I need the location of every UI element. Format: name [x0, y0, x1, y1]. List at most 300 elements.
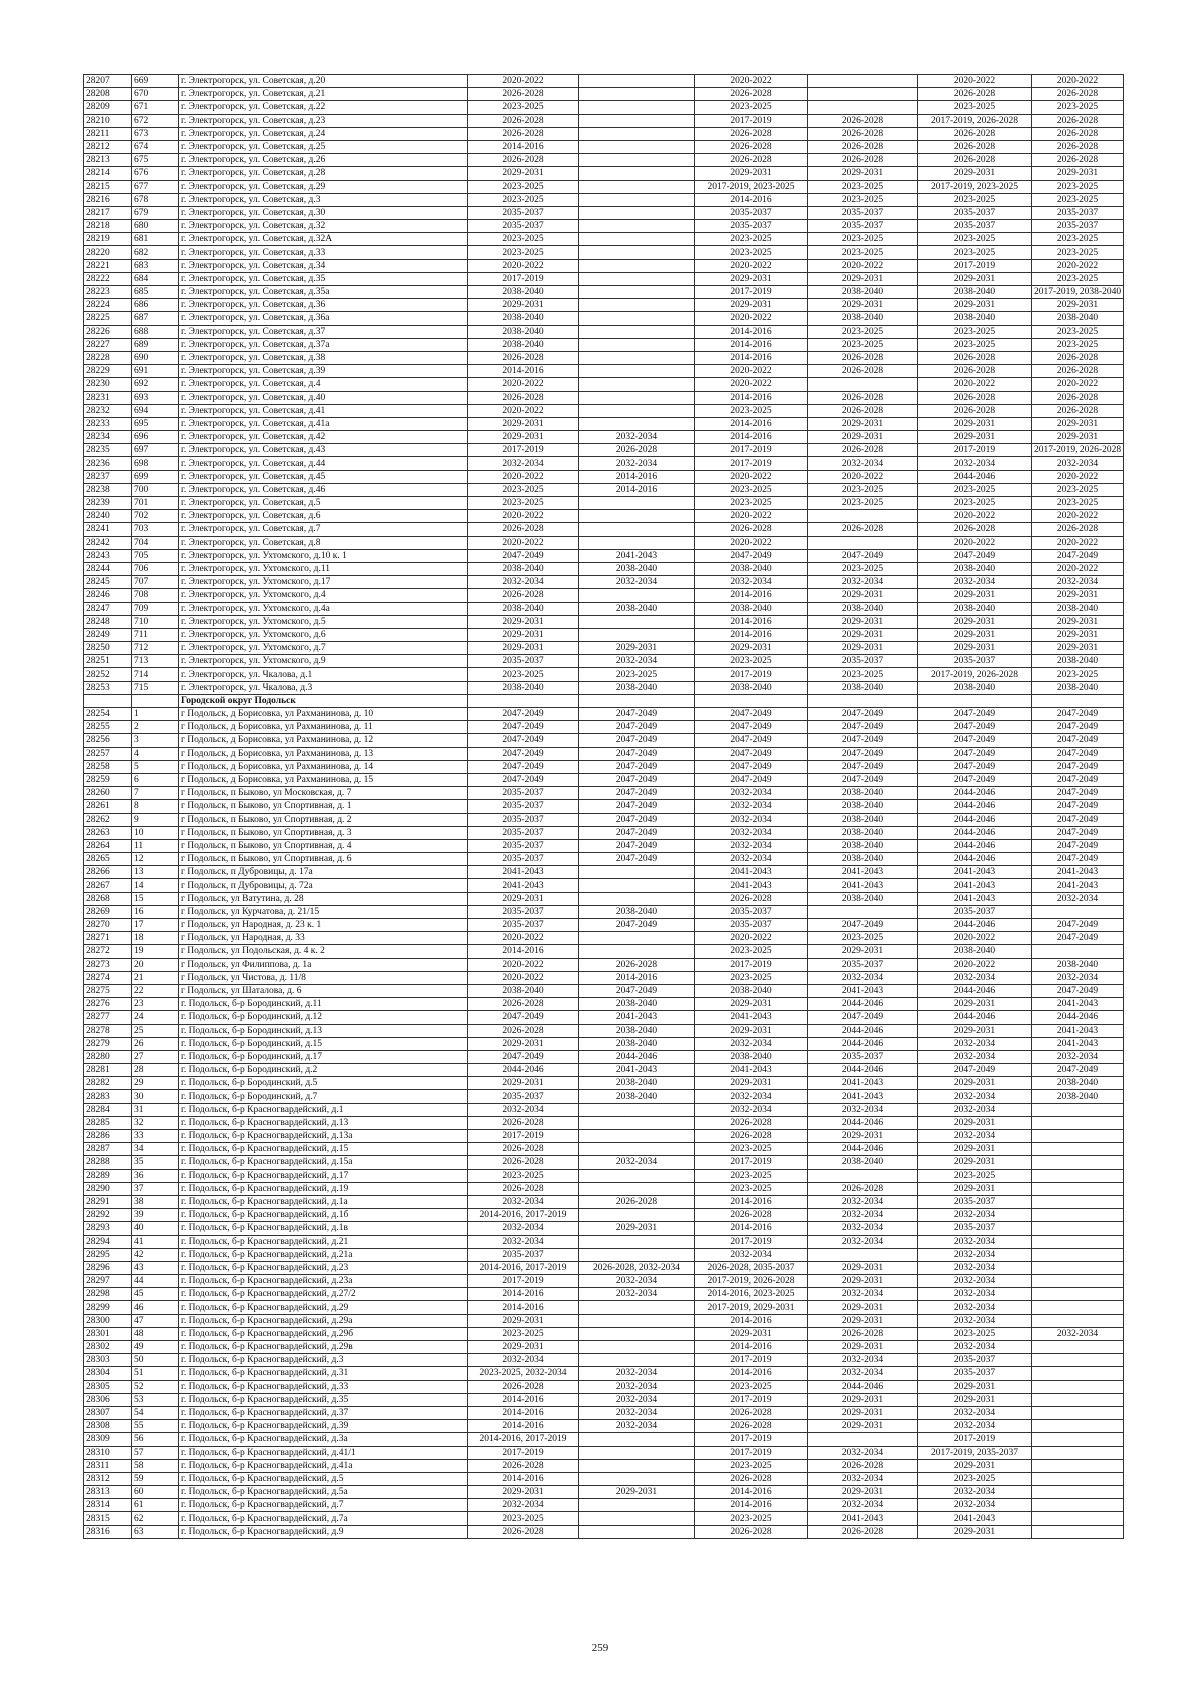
table-row: [84, 958, 1124, 971]
period-cell-1: 2014-2016: [468, 945, 579, 958]
period-cell-5: 2029-2031: [918, 615, 1032, 628]
table-row: [84, 431, 1124, 444]
table-row: [84, 905, 1124, 918]
period-cell-3: 2032-2034: [695, 826, 808, 839]
item-number-cell: 43: [132, 1261, 179, 1274]
period-cell-3: 2047-2049: [695, 721, 808, 734]
item-number-cell: 707: [132, 576, 179, 589]
address-cell: г. Электрогорск, ул. Ухтомского, д.9: [179, 655, 468, 668]
period-cell-3: 2023-2025: [695, 1512, 808, 1525]
period-cell-3: 2023-2025: [695, 1143, 808, 1156]
period-cell-6: 2026-2028: [1032, 351, 1124, 364]
row-number-cell: 28296: [84, 1261, 132, 1274]
address-cell: г. Электрогорск, ул. Советская, д.42: [179, 431, 468, 444]
period-cell-3: 2014-2016: [695, 338, 808, 351]
period-cell-6: 2029-2031: [1032, 589, 1124, 602]
period-cell-3: 2017-2019, 2026-2028: [695, 1275, 808, 1288]
item-number-cell: 712: [132, 642, 179, 655]
period-cell-5: 2023-2025: [918, 246, 1032, 259]
period-cell-4: 2023-2025: [808, 246, 918, 259]
table-row: [84, 417, 1124, 430]
period-cell-1: 2014-2016: [468, 1406, 579, 1419]
address-cell: г. Электрогорск, ул. Советская, д.5: [179, 497, 468, 510]
period-cell-5: 2047-2049: [918, 773, 1032, 786]
period-cell-6: [1032, 1367, 1124, 1380]
item-number-cell: 7: [132, 787, 179, 800]
period-cell-6: [1032, 1314, 1124, 1327]
period-cell-2: [579, 259, 695, 272]
table-row: [84, 272, 1124, 285]
period-cell-1: 2020-2022: [468, 536, 579, 549]
address-cell: г. Подольск, б-р Красногвардейский, д.29а: [179, 1314, 468, 1327]
row-number-cell: 28221: [84, 259, 132, 272]
period-cell-3: 2029-2031: [695, 1024, 808, 1037]
item-number-cell: 713: [132, 655, 179, 668]
table-row: [84, 971, 1124, 984]
period-cell-6: [1032, 1499, 1124, 1512]
period-cell-1: 2014-2016: [468, 365, 579, 378]
period-cell-5: 2047-2049: [918, 708, 1032, 721]
address-cell: г. Подольск, б-р Красногвардейский, д.15а: [179, 1156, 468, 1169]
period-cell-1: 2029-2031: [468, 299, 579, 312]
period-cell-1: 2014-2016: [468, 1420, 579, 1433]
period-cell-2: 2047-2049: [579, 826, 695, 839]
period-cell-6: [1032, 1222, 1124, 1235]
row-number-cell: 28255: [84, 721, 132, 734]
period-cell-5: 2041-2043: [918, 1512, 1032, 1525]
period-cell-6: [1032, 1406, 1124, 1419]
address-cell: г. Электрогорск, ул. Чкалова, д.3: [179, 681, 468, 694]
period-cell-2: 2032-2034: [579, 1393, 695, 1406]
item-number-cell: 26: [132, 1037, 179, 1050]
period-cell-1: 2023-2025: [468, 1169, 579, 1182]
table-row: [84, 299, 1124, 312]
row-number-cell: 28311: [84, 1459, 132, 1472]
period-cell-3: 2014-2016: [695, 391, 808, 404]
address-cell: г. Электрогорск, ул. Советская, д.46: [179, 483, 468, 496]
period-cell-6: [1032, 1433, 1124, 1446]
table-row: [84, 1077, 1124, 1090]
period-cell-2: [579, 272, 695, 285]
period-cell-1: 2026-2028: [468, 1380, 579, 1393]
period-cell-5: 2035-2037: [918, 655, 1032, 668]
period-cell-6: 2032-2034: [1032, 892, 1124, 905]
row-number-cell: 28246: [84, 589, 132, 602]
period-cell-1: 2035-2037: [468, 853, 579, 866]
item-number-cell: 6: [132, 773, 179, 786]
period-cell-6: 2032-2034: [1032, 576, 1124, 589]
item-number-cell: 40: [132, 1222, 179, 1235]
address-cell: г. Электрогорск, ул. Советская, д.41: [179, 404, 468, 417]
period-cell-5: 2047-2049: [918, 747, 1032, 760]
row-number-cell: 28306: [84, 1393, 132, 1406]
period-cell-4: 2032-2034: [808, 1446, 918, 1459]
period-cell-5: 2017-2019: [918, 444, 1032, 457]
period-cell-4: 2029-2031: [808, 1261, 918, 1274]
address-cell: г. Подольск, б-р Красногвардейский, д.1б: [179, 1209, 468, 1222]
address-cell: г Подольск, п Быково, ул Спортивная, д. 2: [179, 813, 468, 826]
table-row: [84, 773, 1124, 786]
period-cell-3: 2029-2031: [695, 167, 808, 180]
address-cell: г. Подольск, б-р Красногвардейский, д.1в: [179, 1222, 468, 1235]
period-cell-1: 2020-2022: [468, 958, 579, 971]
period-cell-3: 2026-2028: [695, 1472, 808, 1485]
period-cell-3: 2014-2016: [695, 1222, 808, 1235]
period-cell-1: 2032-2034: [468, 1499, 579, 1512]
address-cell: г. Подольск, б-р Красногвардейский, д.41а: [179, 1459, 468, 1472]
period-cell-4: 2047-2049: [808, 747, 918, 760]
table-row: [84, 536, 1124, 549]
item-number-cell: 684: [132, 272, 179, 285]
item-number-cell: 63: [132, 1525, 179, 1538]
period-cell-3: 2038-2040: [695, 1050, 808, 1063]
period-cell-2: [579, 180, 695, 193]
period-cell-5: 2026-2028: [918, 365, 1032, 378]
period-cell-3: 2017-2019, 2029-2031: [695, 1301, 808, 1314]
table-row: [84, 1090, 1124, 1103]
period-cell-6: 2047-2049: [1032, 721, 1124, 734]
period-cell-3: 2032-2034: [695, 1248, 808, 1261]
period-cell-1: 2026-2028: [468, 1459, 579, 1472]
table-row: [84, 1341, 1124, 1354]
period-cell-5: 2017-2019, 2023-2025: [918, 180, 1032, 193]
row-number-cell: 28253: [84, 681, 132, 694]
period-cell-1: 2035-2037: [468, 919, 579, 932]
period-cell-6: [1032, 1393, 1124, 1406]
item-number-cell: 710: [132, 615, 179, 628]
address-cell: г. Электрогорск, ул. Советская, д.29: [179, 180, 468, 193]
period-cell-5: 2035-2037: [918, 1195, 1032, 1208]
period-cell-2: 2044-2046: [579, 1050, 695, 1063]
row-number-cell: 28254: [84, 708, 132, 721]
period-cell-5: 2032-2034: [918, 1288, 1032, 1301]
period-cell-4: 2044-2046: [808, 1380, 918, 1393]
row-number-cell: 28236: [84, 457, 132, 470]
period-cell-3: 2023-2025: [695, 1459, 808, 1472]
period-cell-6: [1032, 1130, 1124, 1143]
address-cell: г. Электрогорск, ул. Советская, д.39: [179, 365, 468, 378]
period-cell-5: 2026-2028: [918, 88, 1032, 101]
period-cell-1: 2026-2028: [468, 391, 579, 404]
period-cell-6: [1032, 1354, 1124, 1367]
period-cell-3: 2020-2022: [695, 932, 808, 945]
period-cell-1: 2029-2031: [468, 167, 579, 180]
period-cell-5: 2038-2040: [918, 945, 1032, 958]
item-number-cell: 29: [132, 1077, 179, 1090]
item-number-cell: 2: [132, 721, 179, 734]
period-cell-1: 2032-2034: [468, 1222, 579, 1235]
period-cell-1: 2014-2016: [468, 1472, 579, 1485]
period-cell-1: 2023-2025: [468, 1512, 579, 1525]
period-cell-3: 2032-2034: [695, 800, 808, 813]
address-cell: г. Подольск, б-р Бородинский, д.11: [179, 998, 468, 1011]
period-cell-4: 2023-2025: [808, 338, 918, 351]
period-cell-1: 2035-2037: [468, 1090, 579, 1103]
period-cell-5: 2029-2031: [918, 1525, 1032, 1538]
item-number-cell: 57: [132, 1446, 179, 1459]
period-cell-3: 2014-2016: [695, 1486, 808, 1499]
period-cell-2: [579, 75, 695, 88]
item-number-cell: 56: [132, 1433, 179, 1446]
row-number-cell: 28244: [84, 562, 132, 575]
period-cell-4: 2029-2031: [808, 589, 918, 602]
period-cell-4: [808, 694, 918, 707]
table-row: [84, 642, 1124, 655]
period-cell-1: 2029-2031: [468, 1486, 579, 1499]
address-cell: г Подольск, д Борисовка, ул Рахманинова, д. 11: [179, 721, 468, 734]
period-cell-6: 2026-2028: [1032, 127, 1124, 140]
period-cell-6: 2032-2034: [1032, 1050, 1124, 1063]
period-cell-1: 2020-2022: [468, 259, 579, 272]
table-row: [84, 1037, 1124, 1050]
period-cell-3: 2023-2025: [695, 945, 808, 958]
address-cell: г. Электрогорск, ул. Советская, д.37а: [179, 338, 468, 351]
period-cell-1: 2026-2028: [468, 127, 579, 140]
period-cell-6: 2038-2040: [1032, 602, 1124, 615]
period-cell-1: 2029-2031: [468, 892, 579, 905]
period-cell-4: 2029-2031: [808, 1341, 918, 1354]
period-cell-2: [579, 1209, 695, 1222]
period-cell-4: [808, 536, 918, 549]
item-number-cell: 10: [132, 826, 179, 839]
period-cell-3: 2029-2031: [695, 642, 808, 655]
period-cell-4: 2038-2040: [808, 787, 918, 800]
item-number-cell: 35: [132, 1156, 179, 1169]
row-number-cell: 28214: [84, 167, 132, 180]
period-cell-1: 2029-2031: [468, 628, 579, 641]
item-number-cell: 682: [132, 246, 179, 259]
period-cell-2: [579, 88, 695, 101]
period-cell-6: 2041-2043: [1032, 866, 1124, 879]
row-number-cell: 28212: [84, 140, 132, 153]
period-cell-1: 2047-2049: [468, 747, 579, 760]
period-cell-2: 2026-2028: [579, 958, 695, 971]
table-row: [84, 1275, 1124, 1288]
period-cell-2: [579, 246, 695, 259]
address-cell: г. Подольск, б-р Красногвардейский, д.29: [179, 1301, 468, 1314]
period-cell-3: 2023-2025: [695, 233, 808, 246]
period-cell-5: 2029-2031: [918, 628, 1032, 641]
period-cell-6: 2047-2049: [1032, 708, 1124, 721]
period-cell-1: 2026-2028: [468, 114, 579, 127]
address-cell: г. Электрогорск, ул. Советская, д.8: [179, 536, 468, 549]
table-row: [84, 655, 1124, 668]
period-cell-3: 2041-2043: [695, 1011, 808, 1024]
period-cell-5: 2044-2046: [918, 813, 1032, 826]
period-cell-4: 2029-2031: [808, 1406, 918, 1419]
table-row: [84, 246, 1124, 259]
address-cell: г Подольск, ул Подольская, д. 4 к. 2: [179, 945, 468, 958]
address-cell: г. Электрогорск, ул. Советская, д.35: [179, 272, 468, 285]
period-cell-1: 2032-2034: [468, 1195, 579, 1208]
table-row: [84, 615, 1124, 628]
table-row: [84, 1064, 1124, 1077]
row-number-cell: 28215: [84, 180, 132, 193]
period-cell-1: 2023-2025: [468, 1327, 579, 1340]
period-cell-1: 2029-2031: [468, 1341, 579, 1354]
period-cell-5: 2026-2028: [918, 351, 1032, 364]
address-cell: г Подольск, п Дубровицы, д. 72а: [179, 879, 468, 892]
period-cell-4: 2047-2049: [808, 708, 918, 721]
period-cell-5: 2044-2046: [918, 787, 1032, 800]
item-number-cell: 47: [132, 1314, 179, 1327]
period-cell-5: 2032-2034: [918, 1499, 1032, 1512]
table-row: [84, 1406, 1124, 1419]
period-cell-4: 2026-2028: [808, 154, 918, 167]
table-row: [84, 1288, 1124, 1301]
period-cell-4: 2047-2049: [808, 760, 918, 773]
table-row: [84, 154, 1124, 167]
table-row: [84, 1116, 1124, 1129]
period-cell-6: 2026-2028: [1032, 391, 1124, 404]
period-cell-3: 2023-2025: [695, 497, 808, 510]
address-cell: г. Электрогорск, ул. Ухтомского, д.10 к. 1: [179, 549, 468, 562]
period-cell-5: 2026-2028: [918, 391, 1032, 404]
period-cell-5: 2029-2031: [918, 1156, 1032, 1169]
table-row: [84, 1011, 1124, 1024]
period-cell-4: 2041-2043: [808, 879, 918, 892]
period-cell-5: 2023-2025: [918, 483, 1032, 496]
row-number-cell: 28271: [84, 932, 132, 945]
period-cell-4: 2029-2031: [808, 299, 918, 312]
table-row: [84, 523, 1124, 536]
item-number-cell: 689: [132, 338, 179, 351]
table-row: [84, 510, 1124, 523]
period-cell-6: [1032, 1169, 1124, 1182]
period-cell-2: [579, 417, 695, 430]
table-row: [84, 945, 1124, 958]
period-cell-5: 2035-2037: [918, 206, 1032, 219]
item-number-cell: 12: [132, 853, 179, 866]
period-cell-5: 2038-2040: [918, 602, 1032, 615]
period-cell-1: 2014-2016: [468, 1301, 579, 1314]
period-cell-2: [579, 1130, 695, 1143]
row-number-cell: 28300: [84, 1314, 132, 1327]
item-number-cell: 51: [132, 1367, 179, 1380]
item-number-cell: 41: [132, 1235, 179, 1248]
period-cell-2: 2038-2040: [579, 602, 695, 615]
table-row: [84, 193, 1124, 206]
address-cell: г Подольск, ул Курчатова, д. 21/15: [179, 905, 468, 918]
address-cell: г. Электрогорск, ул. Советская, д.4: [179, 378, 468, 391]
period-cell-5: 2017-2019, 2035-2037: [918, 1446, 1032, 1459]
period-cell-4: 2032-2034: [808, 1195, 918, 1208]
period-cell-6: 2047-2049: [1032, 839, 1124, 852]
period-cell-5: 2017-2019: [918, 1433, 1032, 1446]
row-number-cell: 28217: [84, 206, 132, 219]
page-number: 259: [591, 1642, 609, 1654]
period-cell-1: 2023-2025: [468, 193, 579, 206]
period-cell-4: 2026-2028: [808, 351, 918, 364]
item-number-cell: 11: [132, 839, 179, 852]
item-number-cell: 693: [132, 391, 179, 404]
period-cell-1: 2017-2019: [468, 1275, 579, 1288]
row-number-cell: 28231: [84, 391, 132, 404]
table-row: [84, 668, 1124, 681]
table-row: [84, 1248, 1124, 1261]
period-cell-3: 2029-2031: [695, 272, 808, 285]
row-number-cell: 28227: [84, 338, 132, 351]
period-cell-4: 2026-2028: [808, 391, 918, 404]
row-number-cell: 28243: [84, 549, 132, 562]
period-cell-2: 2032-2034: [579, 1288, 695, 1301]
table-row: [84, 1301, 1124, 1314]
period-cell-6: 2038-2040: [1032, 312, 1124, 325]
row-number-cell: 28250: [84, 642, 132, 655]
period-cell-2: 2041-2043: [579, 1011, 695, 1024]
period-cell-4: 2038-2040: [808, 800, 918, 813]
period-cell-4: 2029-2031: [808, 1420, 918, 1433]
period-cell-1: 2014-2016: [468, 1393, 579, 1406]
period-cell-6: 2026-2028: [1032, 140, 1124, 153]
table-row: [84, 628, 1124, 641]
period-cell-3: 2017-2019: [695, 668, 808, 681]
item-number-cell: 54: [132, 1406, 179, 1419]
table-row: [84, 1327, 1124, 1340]
table-row: [84, 1130, 1124, 1143]
row-number-cell: 28259: [84, 773, 132, 786]
row-number-cell: 28275: [84, 984, 132, 997]
period-cell-5: 2029-2031: [918, 1024, 1032, 1037]
period-cell-2: [579, 628, 695, 641]
period-cell-3: 2014-2016: [695, 615, 808, 628]
item-number-cell: 708: [132, 589, 179, 602]
address-cell: г. Электрогорск, ул. Советская, д.36: [179, 299, 468, 312]
table-row: [84, 1367, 1124, 1380]
table-row: [84, 259, 1124, 272]
period-cell-2: 2047-2049: [579, 773, 695, 786]
period-cell-1: 2038-2040: [468, 562, 579, 575]
period-cell-4: 2047-2049: [808, 1011, 918, 1024]
period-cell-6: 2020-2022: [1032, 510, 1124, 523]
address-cell: г. Электрогорск, ул. Советская, д.28: [179, 167, 468, 180]
period-cell-1: 2020-2022: [468, 932, 579, 945]
period-cell-3: 2020-2022: [695, 312, 808, 325]
period-cell-4: 2038-2040: [808, 839, 918, 852]
address-cell: г. Подольск, б-р Красногвардейский, д.13: [179, 1116, 468, 1129]
address-cell: г Подольск, д Борисовка, ул Рахманинова, д. 13: [179, 747, 468, 760]
address-cell: г. Подольск, б-р Красногвардейский, д.15: [179, 1143, 468, 1156]
table-row: [84, 1182, 1124, 1195]
period-cell-5: 2032-2034: [918, 1406, 1032, 1419]
address-cell: г. Подольск, б-р Бородинский, д.15: [179, 1037, 468, 1050]
period-cell-1: 2023-2025: [468, 101, 579, 114]
period-cell-3: 2023-2025: [695, 101, 808, 114]
period-cell-5: 2032-2034: [918, 1261, 1032, 1274]
period-cell-3: 2014-2016: [695, 589, 808, 602]
row-number-cell: 28237: [84, 470, 132, 483]
period-cell-5: 2044-2046: [918, 853, 1032, 866]
period-cell-6: [1032, 1472, 1124, 1485]
period-cell-2: 2032-2034: [579, 1275, 695, 1288]
period-cell-5: 2047-2049: [918, 760, 1032, 773]
item-number-cell: 671: [132, 101, 179, 114]
period-cell-6: 2023-2025: [1032, 246, 1124, 259]
item-number-cell: 676: [132, 167, 179, 180]
period-cell-1: 2038-2040: [468, 681, 579, 694]
address-cell: г. Подольск, б-р Красногвардейский, д.21: [179, 1235, 468, 1248]
period-cell-3: 2017-2019, 2023-2025: [695, 180, 808, 193]
period-cell-6: 2020-2022: [1032, 470, 1124, 483]
row-number-cell: 28277: [84, 1011, 132, 1024]
address-cell: г. Подольск, б-р Красногвардейский, д.7: [179, 1499, 468, 1512]
table-row: [84, 167, 1124, 180]
item-number-cell: 38: [132, 1195, 179, 1208]
period-cell-2: 2032-2034: [579, 457, 695, 470]
table-row: [84, 1512, 1124, 1525]
period-cell-4: 2038-2040: [808, 286, 918, 299]
period-cell-2: 2014-2016: [579, 483, 695, 496]
